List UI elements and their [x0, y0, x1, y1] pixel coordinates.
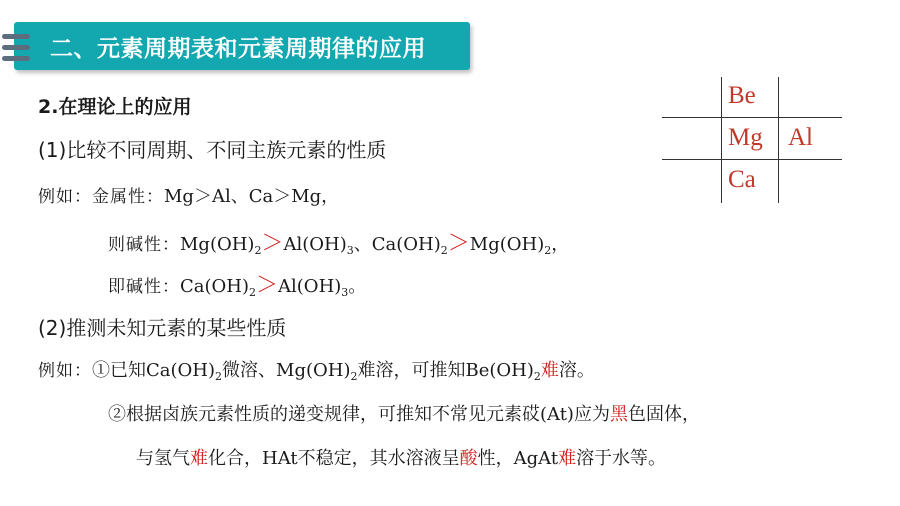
basicity-label-2: 即碱性：	[108, 277, 180, 297]
part2-example1	[38, 356, 595, 383]
element-ca: Ca	[728, 166, 756, 193]
highlight-word: 黑	[609, 404, 628, 425]
metallicity-label: 金属性：	[92, 187, 164, 207]
text: ①已知Ca(OH)	[92, 360, 216, 381]
binder-rings-icon	[0, 28, 36, 68]
line-end: ，	[551, 234, 570, 255]
periodic-table-fragment	[662, 77, 842, 203]
highlight-word: 酸	[459, 448, 478, 469]
highlight-word: 难	[558, 448, 577, 469]
formula: Al(OH)	[283, 234, 347, 255]
part1-line3	[108, 268, 366, 299]
greater-than: ＞	[447, 231, 470, 256]
highlight-word: 难	[540, 360, 559, 381]
table-divider	[662, 159, 842, 160]
subscript: 3	[346, 244, 354, 257]
element-mg: Mg	[728, 124, 763, 151]
text: 微溶、Mg(OH)	[222, 360, 351, 381]
subscript: 2	[249, 286, 257, 299]
banner-title: 二、元素周期表和元素周期律的应用	[50, 36, 426, 62]
example-label: 例如：	[38, 187, 92, 207]
part1-line1	[38, 182, 339, 208]
highlight-word: 难	[190, 448, 208, 469]
formula: Al(OH)	[278, 276, 342, 297]
subscript: 2	[533, 370, 541, 383]
subscript: 2	[254, 244, 262, 257]
formula: Ca(OH)	[371, 234, 441, 255]
text: ②根据卤族元素性质的递变规律，可推知不常见元素砹(At)应为	[108, 404, 610, 425]
formula: Ca(OH)	[180, 276, 250, 297]
text: 化合，HAt不稳定，其水溶液呈	[208, 448, 460, 469]
part2-example2	[108, 400, 700, 426]
separator: 、	[353, 234, 372, 255]
subscript: 2	[544, 244, 552, 257]
greater-than: ＞	[261, 231, 284, 256]
subscript: 2	[440, 244, 448, 257]
formula: Mg(OH)	[469, 234, 545, 255]
formula: Mg(OH)	[180, 234, 255, 255]
element-be: Be	[728, 82, 756, 109]
element-al: Al	[788, 124, 813, 151]
section-heading: 2.在理论上的应用	[38, 96, 192, 118]
subscript: 3	[341, 286, 349, 299]
text: 难溶，可推知Be(OH)	[357, 360, 534, 381]
text: 色固体，	[627, 404, 700, 425]
metallicity-text: Mg＞Al、Ca＞Mg，	[164, 186, 340, 207]
part1-line2	[108, 226, 569, 257]
example-label-2: 例如：	[38, 361, 92, 381]
table-divider	[778, 77, 779, 203]
section-banner	[14, 22, 470, 70]
text: 溶于水等。	[576, 448, 667, 469]
table-divider	[721, 77, 722, 203]
part2-example3	[136, 444, 666, 470]
text: 与氢气	[136, 448, 190, 469]
basicity-label: 则碱性：	[108, 235, 180, 255]
subscript: 2	[215, 370, 223, 383]
greater-than: ＞	[256, 273, 279, 298]
part2-title: (2)推测未知元素的某些性质	[38, 316, 287, 340]
table-divider	[662, 117, 842, 118]
text: 性，AgAt	[477, 448, 559, 469]
line-end: 。	[348, 276, 367, 297]
text: 溶。	[558, 360, 595, 381]
part1-title: (1)比较不同周期、不同主族元素的性质	[38, 138, 387, 162]
subscript: 2	[350, 370, 358, 383]
